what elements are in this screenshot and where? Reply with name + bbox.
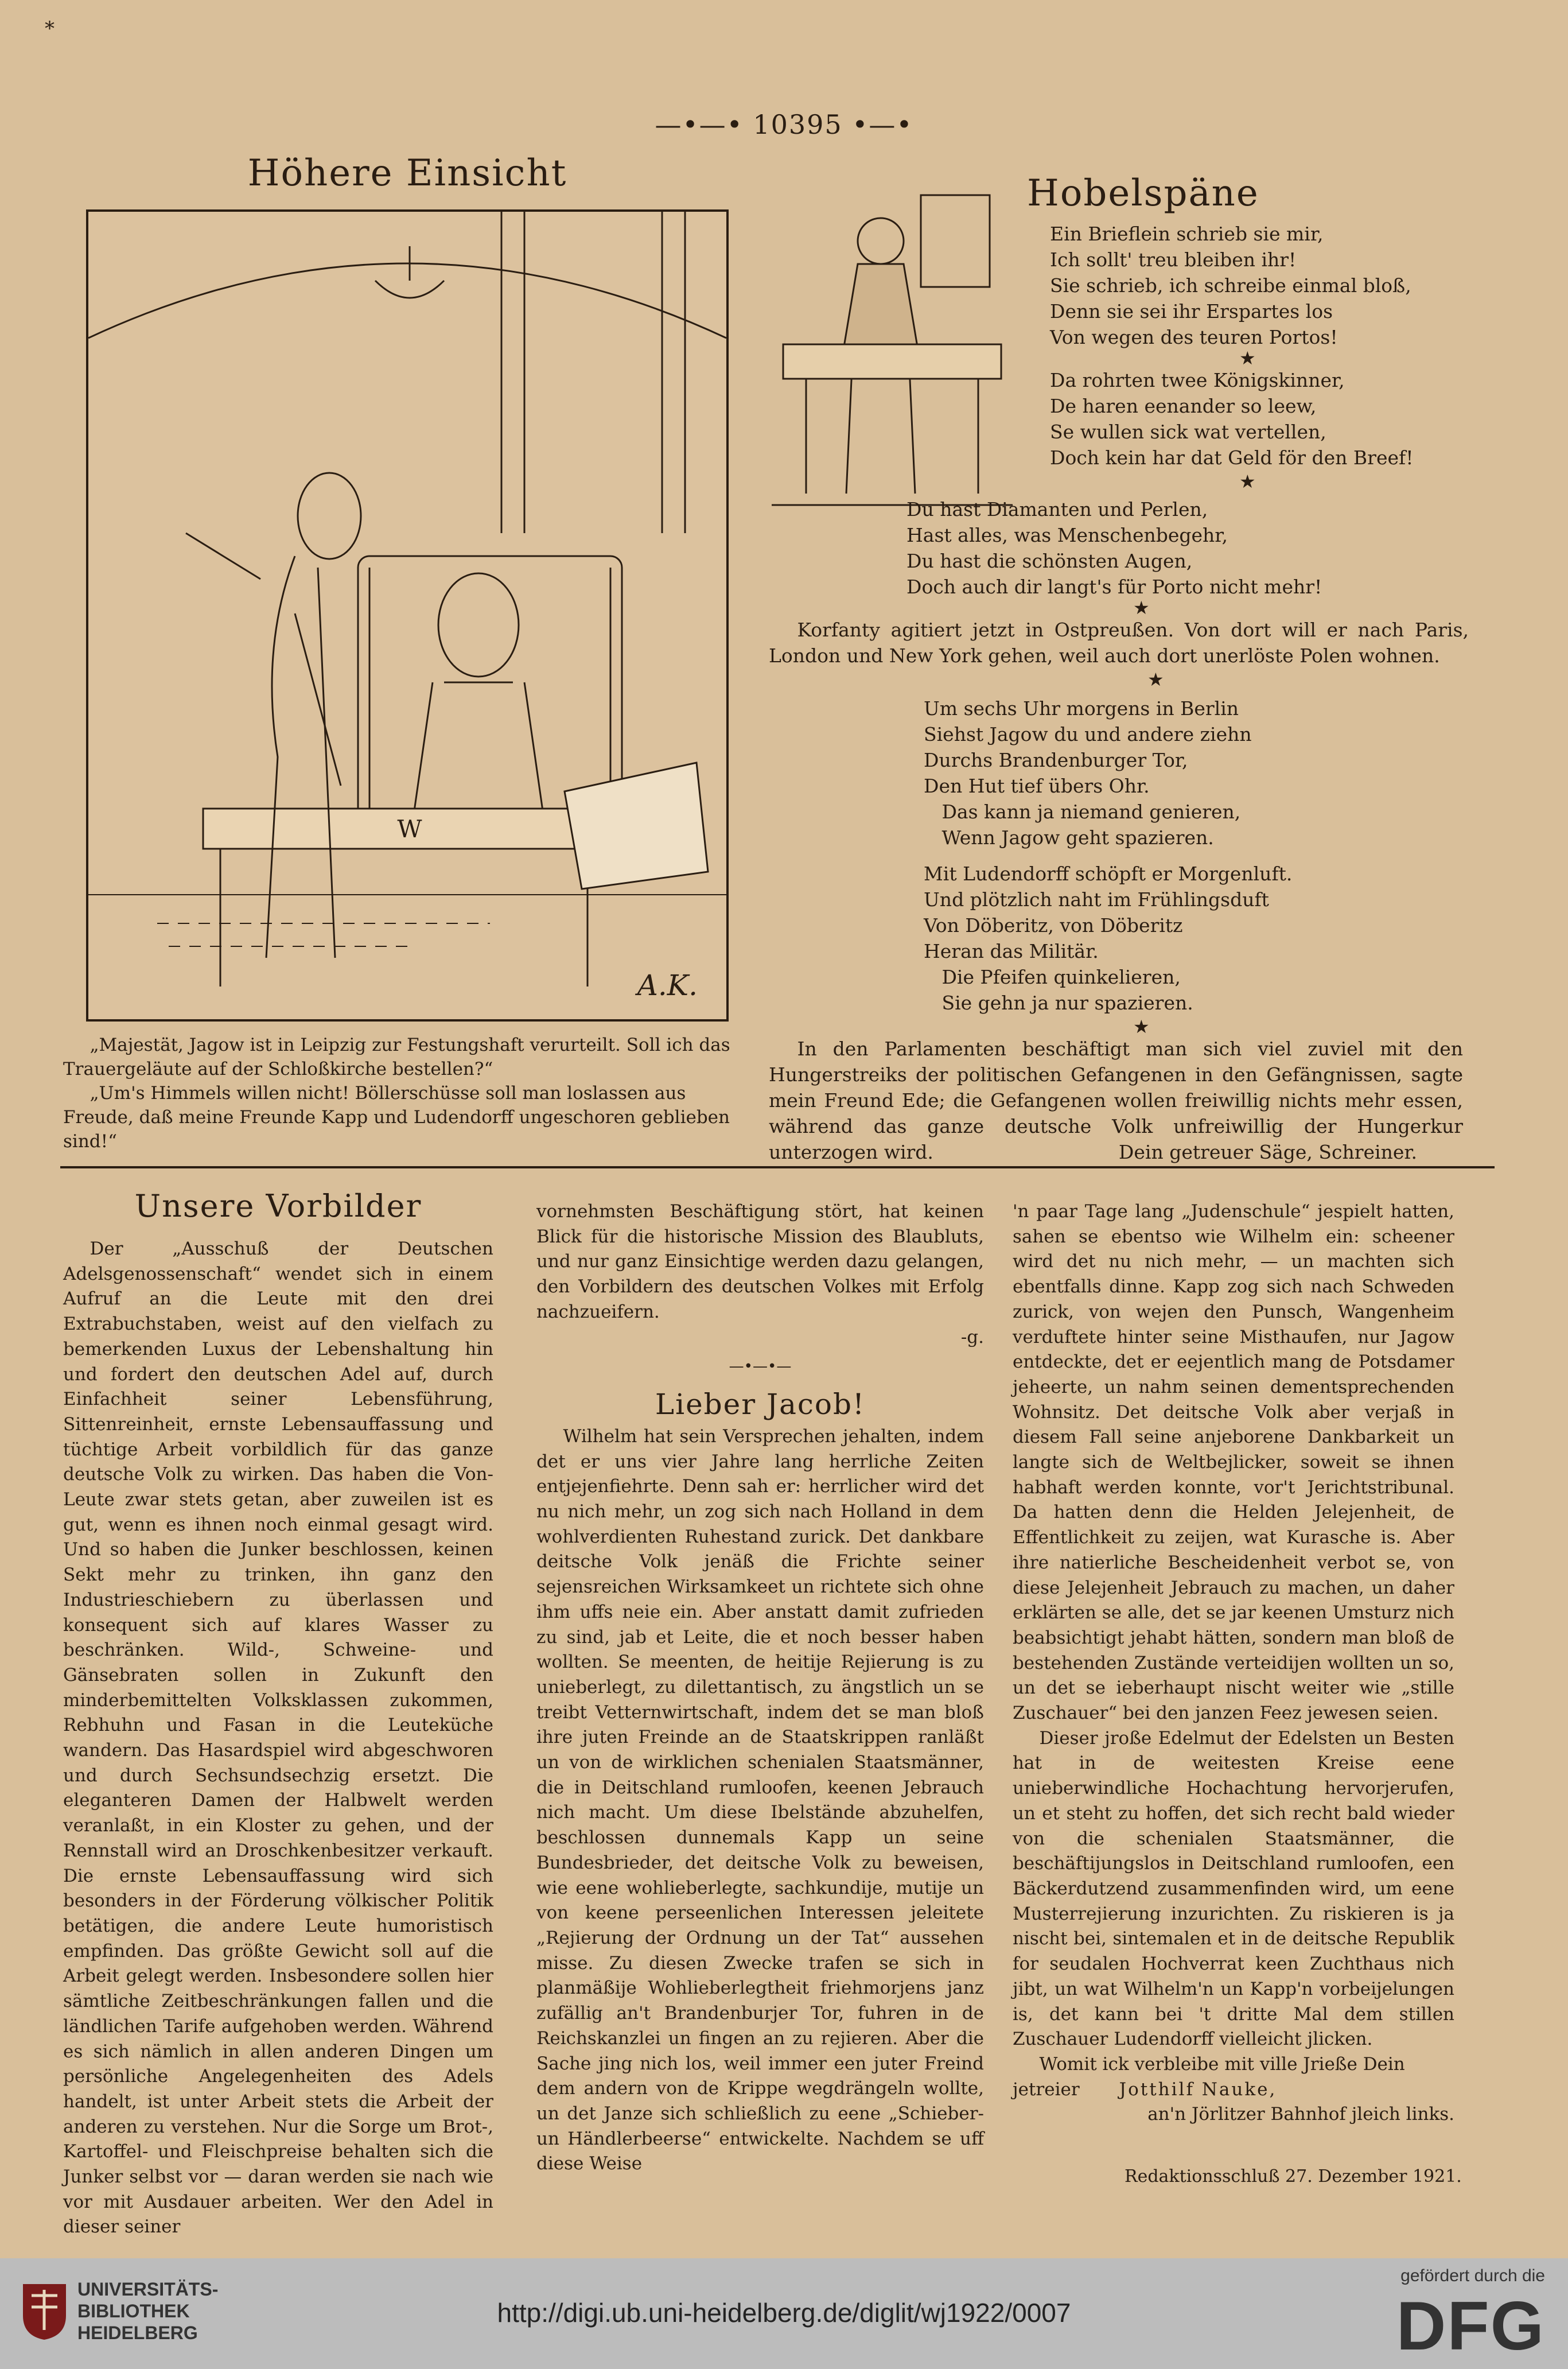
viewer-footer	[0, 2258, 1568, 2369]
vorbilder-column-1	[63, 1237, 493, 2240]
poem-4: Um sechs Uhr morgens in Berlin Siehst Jagow du und andere ziehn Durchs Brandenburger Tor, Den Hut tief übers Ohr. Das kann ja niemand genieren, Wenn Jagow geht spazieren.	[924, 697, 1252, 849]
korfanty-note: Korfanty agitiert jetzt in Ostpreußen. Von dort will er nach Paris, London und New York gehen, weil auch dort unerlöste Polen wohnen.	[769, 619, 1469, 667]
library-line-3: HEIDELBERG	[77, 2323, 198, 2343]
closing-address: an'n Jörlitzer Bahnhof jleich links.	[1147, 2104, 1454, 2125]
vorbilder-text-a: Der „Ausschuß der Deutschen Adelsgenossenschaft“ wendet sich in einem Aufruf an die Leute mit den drei Extrabuchstaben, weist auf den vielfach zu bemerkenden Luxus der Lebenshaltung hin und fordert den deutschen Adel auf, durch Einfachheit seiner Lebensführung, Sittenreinheit, ernste Lebensauffassung und tüchtige Arbeit vorbildlich für das ganze deutsche Volk zu wirken. Das haben die Von-Leute zwar stets getan, aber zuweilen ist es gut, wenn es ihnen noch einmal gesagt wird. Und so haben die Junker beschlossen, keinen Sekt mehr zu trinken, ihn ganz den Industrieschiebern zu überlassen und konsequent sich auf klares Wasser zu beschränken. Wild-, Schweine- und Gänsebraten sollen in Zukunft den minderbemittelten Volksklassen zukommen, Rebhuhn und Fasan in die Leuteküche wandern. Das Hasardspiel wird abgeschworen und durch Sechsundsechzig ersetzt. Die eleganteren Damen der Halbwelt werden veranlaßt, in ein Kloster zu gehen, und der Rennstall wird an Droschkenbesitzer verkauft. Die ernste Lebensauffassung wird sich besonders in der Förderung völkischer Politik betätigen, die andere Leute humoristisch empfinden. Das größte Gewicht soll auf die Arbeit gelegt werden. Insbesondere sollen hier sämtliche Zeitbeschränkungen fallen und die ländlichen Tarife aufgehoben werden. Während es sich nämlich in allen anderen Dingen um persönliche Angelegenheiten des Adels handelt, ist unter Arbeit stets die Arbeit der anderen zu verstehen. Nur die Sorge um Brot-, Kartoffel- und Fleischpreise behalten sich die Junker selbst vor — daran werden sie nach wie vor mit Ausdauer arbeiten. Wer den Adel in dieser seiner	[63, 1238, 493, 2238]
vorbilder-title: Unsere Vorbilder	[134, 1188, 422, 1224]
section-rule	[60, 1166, 1495, 1168]
jacob-text-b: 'n paar Tage lang „Judenschule“ jespielt hatten, sahen se ebentso wie Wilhelm ein: scheener wird det nu nich mehr, — un machten sich ebentfalls dinne. Kapp zog sich nach Schweden zurick, von wejen den Punsch, Wangenheim verduftete hinter seine Misthaufen, nur Jagow entdeckte, det er eejentlich mang de Potsdamer jeheerte, un nahm seinen dementsprechenden Wohnsitz. Det deitsche Volk aber verjaß in diesem Fall seine anjeborene Dankbarkeit un langte sich de Weltbejlicker, soweit se ihnen habhaft werden konnte, vor't Jerichtstribunal. Da hatten denn die Helden Jelejenheit, de Effentlichkeit zu zeijen, wat Kurasche is. Aber ihre natierliche Bescheidenheit verbot se, von diese Jelejenheit Jebrauch zu machen, un daher erklärten se alle, det se jar keenen Umsturz nich beabsichtigt jehabt hätten, sondern man bloß de bestehenden Zustände verteidijen wollten un so, un det se ieberhaupt nischt weiter wie „stille Zuschauer“ bei den janzen Feez jewesen seien.	[1013, 1201, 1454, 1724]
poem-5: Mit Ludendorff schöpft er Morgenluft. Und plötzlich naht im Frühlingsduft Von Döberitz, von Döberitz Heran das Militär. Die Pfeifen quinkelieren, Sie gehn ja nur spazieren.	[924, 863, 1293, 1014]
poem-1: Ein Brieflein schrieb sie mir, Ich sollt' treu bleiben ihr! Sie schrieb, ich schreibe einmal bloß, Denn sie sei ihr Erspartes los Von wegen des teuren Portos!	[1050, 223, 1411, 348]
hobel-title: Hobelspäne	[1027, 172, 1259, 215]
jacob-text-a: Wilhelm hat sein Versprechen jehalten, indem det er uns vier Jahre lang herrliche Zeiten entjejenfiehrte. Denn sah er: herrlicher wird det nu nich mehr, un zog sich nach Holland in dem wohlverdienten Ruhestand zurick. Det dankbare deitsche Volk jenäß die Frichte seiner sejensreichen Wirksamkeet un richtete sich ohne ihm uffs neie ein. Aber anstatt damit zufrieden zu sind, jab et Leite, die et noch besser haben wollten. Se meenten, de heitije Rejierung is zu unieberlegt, zu dilettantisch, zu ängstlich un se treibt Vetternwirtschaft, indem det se man bloß ihre juten Freinde an de Staatskrippen ranläßt un von de wirklichen schenialen Staatsmänner, die in Deitschland rumloofen, keenen Jebrauch nich macht. Um diese Ibelstände abzuhelfen, beschlossen dunnemals Kapp un seine Bundesbrieder, det deitsche Volk zu beweisen, wie eene wohlieberlegte, sachkundije, mutije un von keene perseenlichen Interessen jeleitete „Rejierung der Ordnung un der Tat“ aussehen misse. Zu diesen Zwecke trafen se sich in planmäßije Wohlieberlegtheit friehmorjens janz zufällig an't Brandenburjer Tor, fuhren in de Reichskanzlei un fingen an zu rejieren. Aber die Sache jing nich los, weil immer een juter Freind dem andern von de Krippe wegdrängeln wollte, un det Janze sich schließlich zu eene „Schieber- un Händlerbeerse“ entwickelte. Nachdem se uff diese Weise	[536, 1426, 984, 2174]
jacob-closing	[1013, 2077, 1454, 2103]
column-2	[536, 1199, 984, 2177]
jacob-title: Lieber Jacob!	[655, 1387, 866, 1421]
poem-3: Du hast Diamanten und Perlen, Hast alles, was Menschenbegehr, Du hast die schönsten Augen, Doch auch dir langt's für Porto nicht mehr!	[906, 498, 1322, 598]
star-divider-4: ★	[1147, 669, 1164, 690]
star-divider-2: ★	[1239, 471, 1256, 492]
closing-name: Jotthilf Nauke,	[1119, 2079, 1277, 2100]
caption-line-2: „Um's Himmels willen nicht! Böllerschüsse soll man loslassen aus Freude, daß meine Freunde Kapp und Ludendorff ungeschoren geblieben sind!“	[63, 1083, 730, 1152]
permalink-url[interactable]: http://digi.ub.uni-heidelberg.de/diglit/wj1922/0007	[497, 2298, 1071, 2328]
caption-line-1: „Majestät, Jagow ist in Leipzig zur Festungshaft verurteilt. Soll ich das Trauergeläute auf der Schloßkirche bestellen?“	[63, 1035, 730, 1079]
star-divider-1: ★	[1239, 347, 1256, 369]
cartoon-drawing	[88, 212, 726, 1019]
artist-signature: A.K.	[637, 969, 698, 1002]
page-mark: *	[45, 17, 55, 40]
hobel-signoff: Dein getreuer Säge, Schreiner.	[1118, 1141, 1417, 1163]
column-3	[1013, 1199, 1454, 2127]
parlament-note: In den Parlamenten beschäftigt man sich viel zuviel mit den Hungerstreiks der politischen Gefangenen in den Gefängnissen, sagte mein Freund Ede; die Gefangenen wollen freiwillig nichts mehr essen, während das ganze deutsche Volk unfreiwillig der Hungerkur unterzogen wird.	[769, 1038, 1463, 1163]
funding-note: gefördert durch die	[1400, 2266, 1545, 2285]
library-line-1: UNIVERSITÄTS-	[77, 2279, 219, 2300]
dfg-logo[interactable]: DFG	[1396, 2288, 1545, 2364]
vorbilder-author: -g.	[960, 1326, 984, 1347]
closing-jetreier: jetreier	[1013, 2079, 1080, 2100]
cartoon-title: Höhere Einsicht	[247, 152, 567, 195]
star-divider-3: ★	[1133, 597, 1150, 619]
cartoon-illustration	[86, 209, 729, 1022]
star-divider-5: ★	[1133, 1016, 1150, 1038]
vorbilder-text-b: vornehmsten Beschäftigung stört, hat keinen Blick für die historische Mission des Blaubluts, und nur ganz Einsichtige werden dazu gelangen, den Vorbildern des deutschen Volkes mit Erfolg nachzueifern.	[536, 1201, 984, 1322]
jacob-text-d: Womit ick verbleibe mit ville Jrieße Dein	[1039, 2053, 1405, 2075]
poem-2: Da rohrten twee Königskinner, De haren eenander so leew, Se wullen sick wat vertellen, Doch kein har dat Geld för den Breef!	[1050, 369, 1414, 469]
library-line-2: BIBLIOTHEK	[77, 2301, 190, 2321]
cartoon-caption	[63, 1033, 740, 1154]
carpenter-illustration	[772, 172, 1013, 528]
page-number: —•—• 10395 •—•	[655, 109, 913, 140]
divider-ornament: —•—•—	[729, 1358, 792, 1376]
redaktionsschluss: Redaktionsschluß 27. Dezember 1921.	[1125, 2166, 1462, 2187]
desk-label: W	[397, 815, 422, 843]
jacob-text-c: Dieser jroße Edelmut der Edelsten un Besten hat in de weitesten Kreise eene unieberwindliche Hochachtung hervorjerufen, un et steht zu hoffen, det sich recht bald wieder von die schenialen Staatsmänner, die beschäftijungslos in Deitschland rumloofen, een Bäckerdutzend zusammenfinden wird, um eene Musterrejierung inzurichten. Zu riskieren is ja nischt bei, sintemalen et in de deitsche Republik for seudalen Hochverrat keen Zuchthaus nich jibt, un wat Wilhelm'n un Kapp'n vorbeijelungen is, det kann bei 't dritte Mal dem stillen Zuschauer Ludendorff vielleicht jlicken.	[1013, 1727, 1454, 2050]
